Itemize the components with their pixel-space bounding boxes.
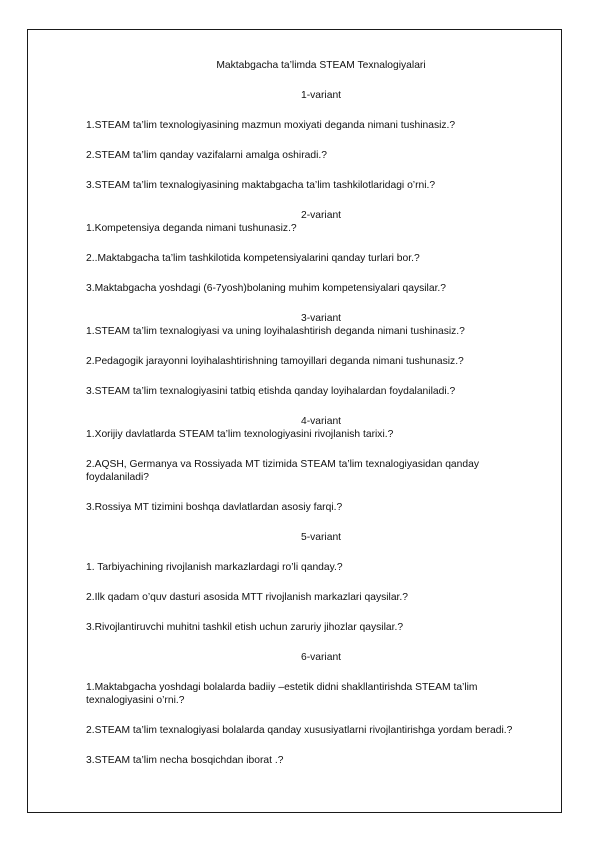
document-body	[86, 59, 556, 767]
question: 3.Maktabgacha yoshdagi (6-7yosh)bolaning muhim kompetensiyalari qaysilar.?	[86, 283, 447, 294]
variant-heading: 1-variant	[300, 90, 342, 101]
question: 3.Rivojlantiruvchi muhitni tashkil etish uchun zaruriy jihozlar qaysilar.?	[86, 622, 404, 633]
question: 2.AQSH, Germanya va Rossiyada MT tizimida STEAM ta’lim texnalogiyasidan qanday	[86, 459, 479, 470]
question: 1.Maktabgacha yoshdagi bolalarda badiiy –estetik didni shakllantirishda STEAM ta’lim	[86, 682, 478, 693]
question-continuation: foydalaniladi?	[86, 472, 149, 483]
variant-heading: 6-variant	[300, 652, 342, 663]
question: 2.STEAM ta’lim texnalogiyasi bolalarda qanday xususiyatlarni rivojlantirishga yordam beradi.?	[86, 725, 513, 736]
question: 2.STEAM ta’lim qanday vazifalarni amalga oshiradi.?	[86, 150, 327, 161]
question: 1.Xorijiy davlatlarda STEAM ta’lim texnologiyasini rivojlanish tarixi.?	[86, 429, 394, 440]
variant-heading: 2-variant	[300, 210, 342, 221]
question: 2.Ilk qadam o’quv dasturi asosida MTT rivojlanish markazlari qaysilar.?	[86, 592, 409, 603]
question: 1.STEAM ta’lim texnologiyasining mazmun moxiyati deganda nimani tushinasiz.?	[86, 120, 456, 131]
question: 2..Maktabgacha ta’lim tashkilotida kompetensiyalarini qanday turlari bor.?	[86, 253, 420, 264]
question: 1. Tarbiyachining rivojlanish markazlardagi ro’li qanday.?	[86, 562, 343, 573]
question: 3.STEAM ta’lim texnalogiyasini tatbiq etishda qanday loyihalardan foydalaniladi.?	[86, 386, 456, 397]
question: 2.Pedagogik jarayonni loyihalashtirishning tamoyillari deganda nimani tushunasiz.?	[86, 356, 464, 367]
variant-heading: 5-variant	[300, 532, 342, 543]
question: 3.Rossiya MT tizimini boshqa davlatlardan asosiy farqi.?	[86, 502, 343, 513]
question: 1.STEAM ta’lim texnalogiyasi va uning loyihalashtirish deganda nimani tushinasiz.?	[86, 326, 465, 337]
question: 3.STEAM ta’lim texnalogiyasining maktabgacha ta’lim tashkilotlaridagi o’rni.?	[86, 180, 436, 191]
document-title: Maktabgacha ta’limda STEAM Texnalogiyalari	[216, 60, 426, 71]
question: 1.Kompetensiya deganda nimani tushunasiz.?	[86, 223, 297, 234]
question-continuation: texnalogiyasini o’rni.?	[86, 695, 185, 706]
variant-heading: 3-variant	[300, 313, 342, 324]
question: 3.STEAM ta’lim necha bosqichdan iborat .?	[86, 755, 284, 766]
variant-heading: 4-variant	[300, 416, 342, 427]
